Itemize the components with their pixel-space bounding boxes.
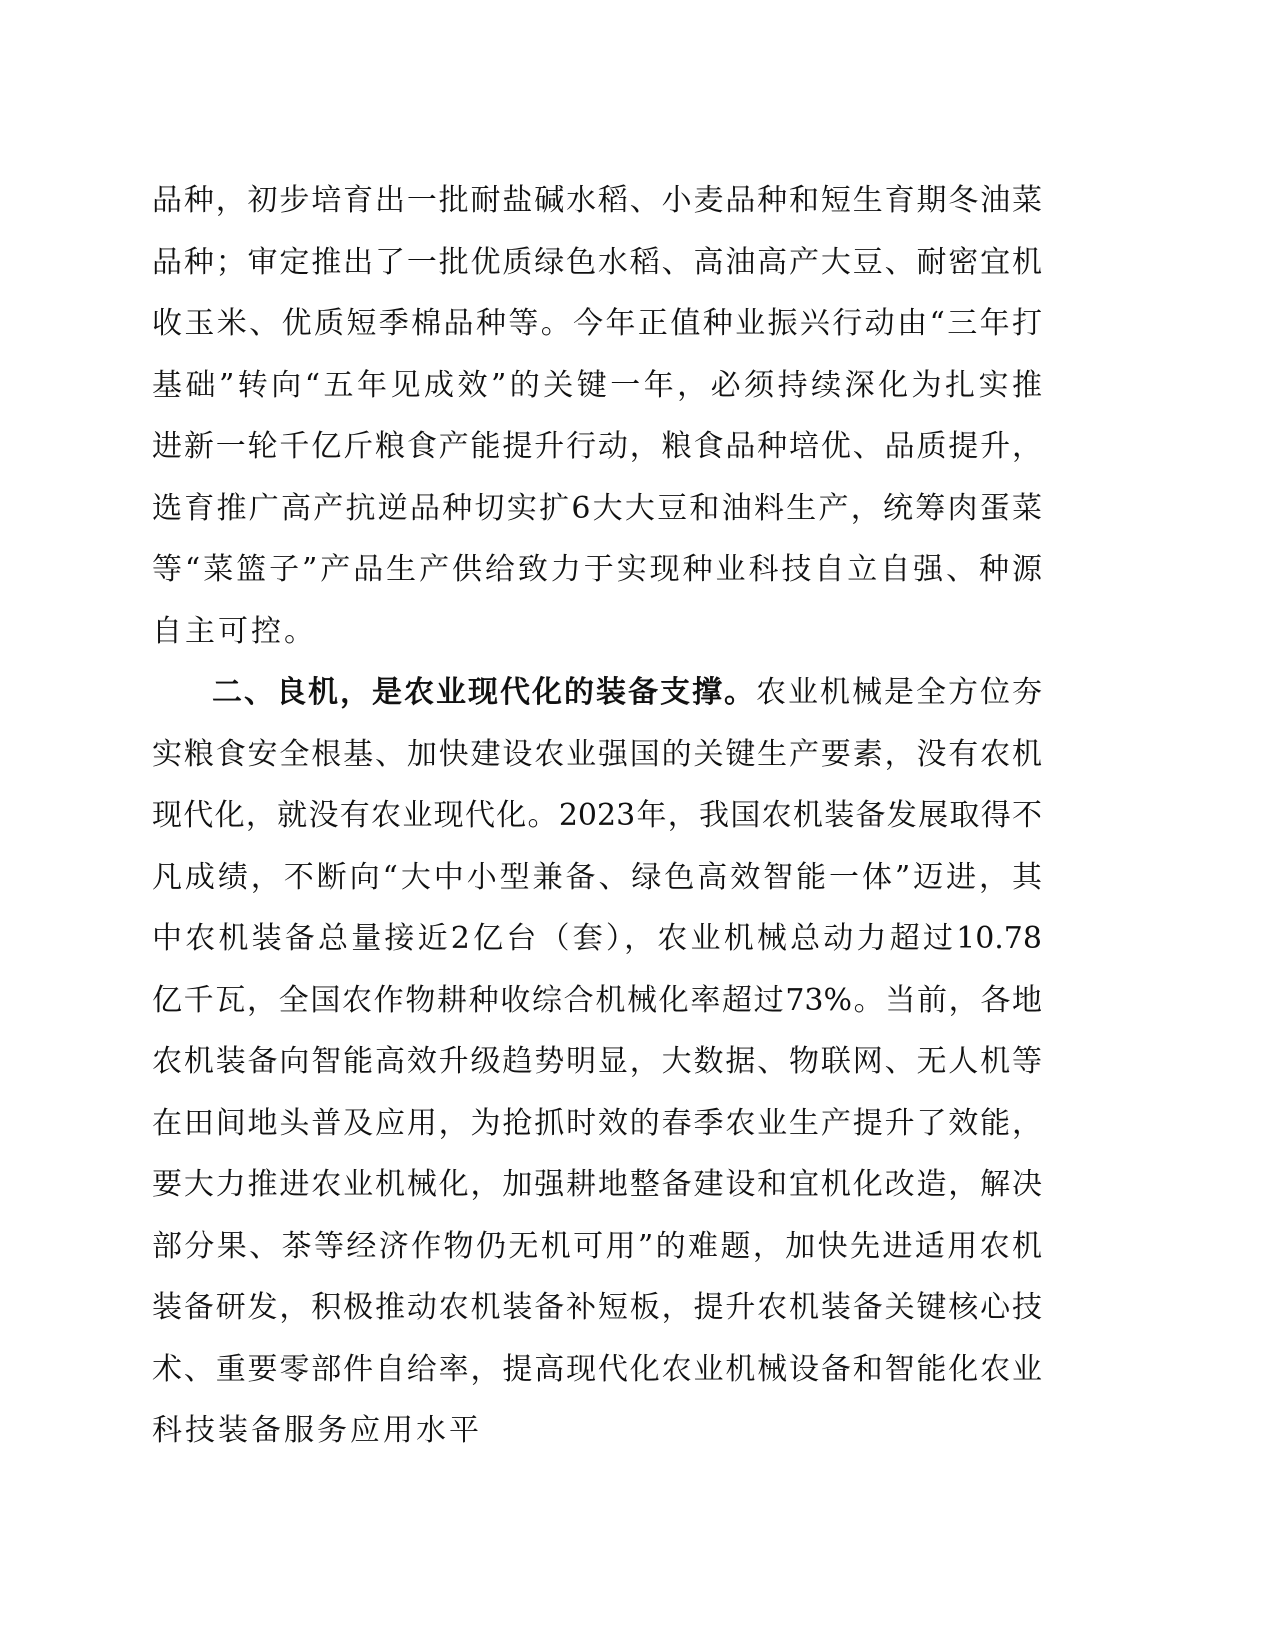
paragraph-1 bbox=[152, 170, 1042, 662]
text-line: 现代化，就没有农业现代化。2023年，我国农机装备发展取得不 bbox=[152, 798, 1042, 833]
text-line: 农机装备向智能高效升级趋势明显，大数据、物联网、无人机等 bbox=[152, 1044, 1042, 1079]
text-line: 自主可控。 bbox=[152, 613, 317, 649]
text-line: 术、重要零部件自给率，提高现代化农业机械设备和智能化农业 bbox=[152, 1351, 1042, 1387]
text-line: 收玉米、优质短季棉品种等。今年正值种业振兴行动由“三年打 bbox=[152, 306, 1042, 341]
paragraph-first-line bbox=[152, 662, 1042, 724]
document-body bbox=[152, 170, 1042, 1462]
text-line: 要大力推进农业机械化，加强耕地整备建设和宜机化改造，解决 bbox=[152, 1167, 1042, 1202]
text-line: 实粮食安全根基、加快建设农业强国的关键生产要素，没有农机 bbox=[152, 736, 1042, 772]
paragraph-2 bbox=[152, 662, 1042, 1462]
text-line: 科技装备服务应用水平 bbox=[152, 1413, 482, 1448]
text-line: 等“菜篮子”产品生产供给致力于实现种业科技自立自强、种源 bbox=[152, 552, 1042, 587]
section-heading: 二、良机，是农业现代化的装备支撑。 bbox=[212, 675, 756, 710]
text-line: 亿千瓦，全国农作物耕种收综合机械化率超过73%。当前，各地 bbox=[152, 982, 1042, 1018]
text-line: 品种；审定推出了一批优质绿色水稻、高油高产大豆、耐密宜机 bbox=[152, 244, 1042, 280]
text-line: 选育推广高产抗逆品种切实扩6大大豆和油料生产，统筹肉蛋菜 bbox=[152, 490, 1042, 526]
text-line: 部分果、茶等经济作物仍无机可用”的难题，加快先进适用农机 bbox=[152, 1228, 1042, 1264]
text-line: 凡成绩，不断向“大中小型兼备、绿色高效智能一体”迈进，其 bbox=[152, 859, 1042, 895]
text-run: 农业机械是全方位夯 bbox=[756, 675, 1042, 710]
text-line: 进新一轮千亿斤粮食产能提升行动，粮食品种培优、品质提升， bbox=[152, 429, 1042, 464]
text-line: 品种，初步培育出一批耐盐碱水稻、小麦品种和短生育期冬油菜 bbox=[152, 183, 1042, 218]
text-line: 基础”转向“五年见成效”的关键一年，必须持续深化为扎实推 bbox=[152, 367, 1042, 403]
text-line: 中农机装备总量接近2亿台（套），农业机械总动力超过10.78 bbox=[152, 921, 1042, 956]
text-line: 装备研发，积极推动农机装备补短板，提升农机装备关键核心技 bbox=[152, 1290, 1042, 1325]
text-line: 在田间地头普及应用，为抢抓时效的春季农业生产提升了效能， bbox=[152, 1105, 1042, 1141]
